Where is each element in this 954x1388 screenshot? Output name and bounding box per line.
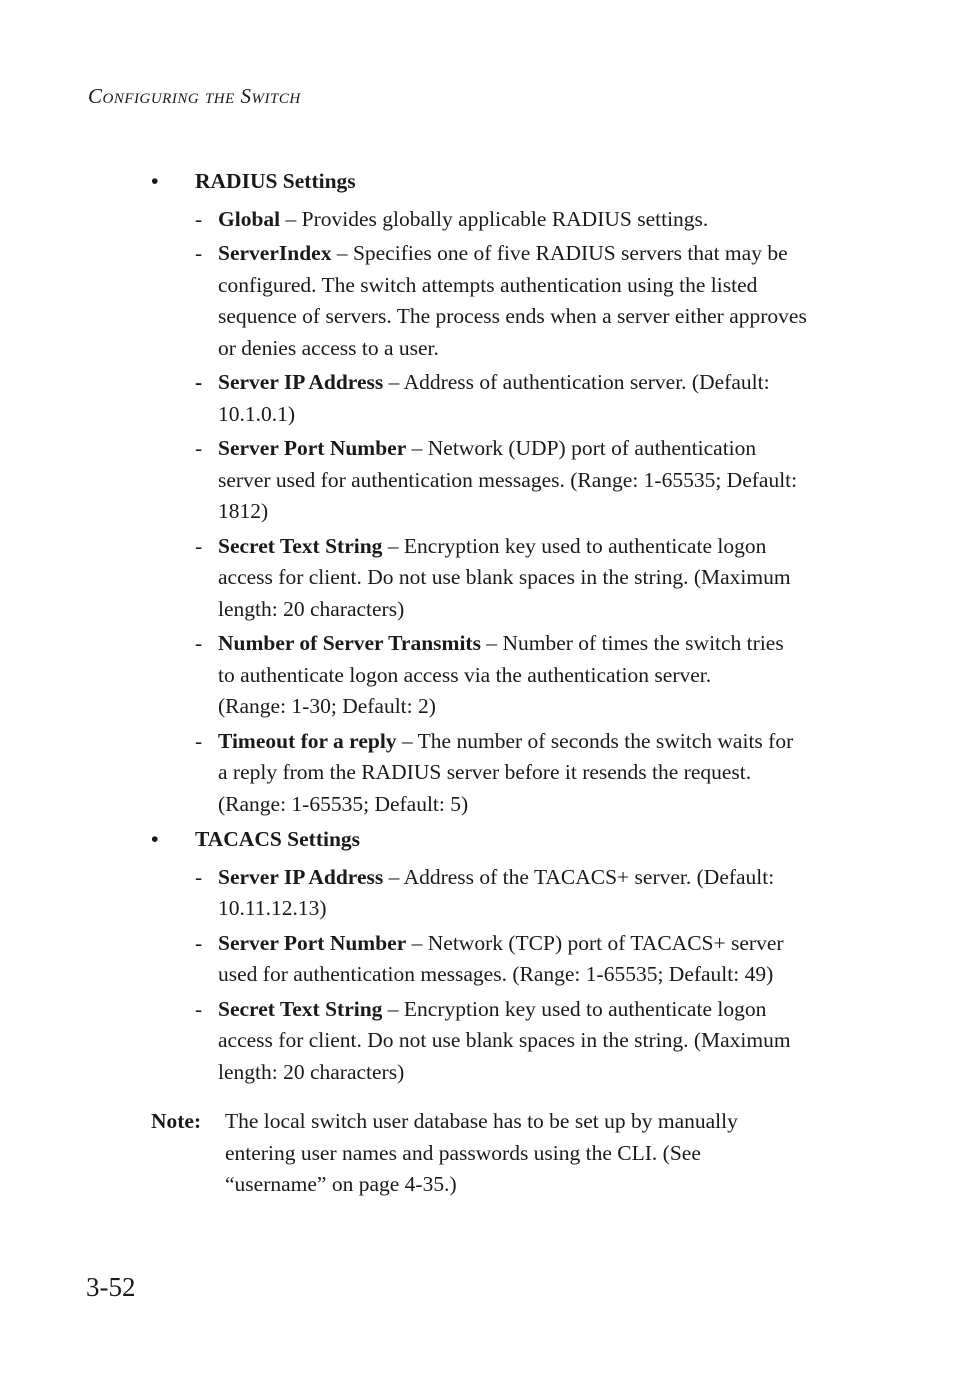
item-desc-line: length: 20 characters) [218,596,405,621]
item-term: Timeout for a reply [218,728,397,753]
item-desc-line: 10.1.0.1) [218,401,296,426]
dash-marker: - [195,728,203,753]
item-desc-line: used for authentication messages. (Range: 1-65535; Default: 49) [218,962,774,986]
running-head: Configuring the Switch [88,84,301,108]
item-term: ServerIndex [218,241,332,265]
item-term: Server Port Number [218,436,407,460]
item-desc-line: – The number of seconds the switch waits for [396,728,794,753]
page-content [151,166,846,1201]
item-desc-line: or denies access to a user. [218,335,439,360]
item-desc-line: (Range: 1-65535; Default: 5) [218,791,469,816]
item-term: Server IP Address [218,370,384,394]
note-line: “username” on page 4-35.) [225,1172,457,1196]
dash-marker: - [195,996,203,1021]
section-title: TACACS Settings [195,827,361,851]
note-label: Note: [151,1109,202,1133]
item-term: Server Port Number [218,930,407,955]
item-desc-line: – Address of authentication server. (Default: [383,370,770,394]
item-desc-line: – Specifies one of five RADIUS servers that may be [331,241,788,265]
item-desc-line: length: 20 characters) [218,1059,405,1084]
dash-marker: - [195,631,203,655]
dash-marker: - [195,370,203,394]
note-line: The local switch user database has to be set up by manually [225,1109,738,1133]
list-item-timeout-for-a-reply [195,726,846,821]
item-desc-line: access for client. Do not use blank spaces in the string. (Maximum [218,565,791,589]
item-desc-line: 1812) [218,499,269,523]
item-term: Server IP Address [218,864,384,889]
item-desc-line: – Address of the TACACS+ server. (Default: [383,864,775,889]
list-item-global [195,204,846,236]
item-term: Secret Text String [218,996,383,1021]
list-item-secret-text-string [195,994,846,1089]
dash-marker: - [195,864,203,889]
item-desc-line: – Network (TCP) port of TACACS+ server [406,930,784,955]
dash-marker: - [195,533,203,558]
list-item-server-index [195,238,846,364]
radius-settings-heading [151,166,846,198]
list-item-number-of-server-transmits [195,628,846,723]
list-item-secret-text-string [195,531,846,626]
page-number: 3-52 [86,1272,136,1302]
section-title: RADIUS Settings [195,169,356,193]
note-block [151,1106,846,1201]
item-desc-line: – Encryption key used to authenticate logon [382,996,767,1021]
tacacs-settings-list [195,862,846,1089]
item-desc-line: – Encryption key used to authenticate logon [382,533,767,558]
bullet-icon: • [151,169,159,193]
item-term: Global [218,206,281,231]
dash-marker: - [195,206,203,231]
list-item-server-ip-address [195,862,846,925]
dash-marker: - [195,241,203,265]
list-item-server-port-number [195,433,846,528]
bullet-icon: • [151,827,159,851]
item-desc-line: – Provides globally applicable RADIUS settings. [280,206,709,231]
item-desc-line: to authenticate logon access via the authentication server. [218,662,712,687]
dash-marker: - [195,436,203,460]
item-desc-line: server used for authentication messages. (Range: 1-65535; Default: [218,467,798,492]
item-desc-line: 10.11.12.13) [218,896,327,920]
item-term: Secret Text String [218,533,383,558]
item-desc-line: configured. The switch attempts authentication using the listed [218,272,758,297]
note-text [225,1106,846,1201]
item-desc-line: sequence of servers. The process ends when a server either approves [218,304,807,328]
item-desc-line: – Network (UDP) port of authentication [406,436,757,460]
list-item-server-ip-address [195,367,846,430]
item-desc-line: (Range: 1-30; Default: 2) [218,694,436,718]
item-desc-line: access for client. Do not use blank spaces in the string. (Maximum [218,1028,791,1052]
dash-marker: - [195,930,203,955]
radius-settings-list [195,204,846,821]
tacacs-settings-heading [151,824,846,856]
list-item-server-port-number [195,928,846,991]
item-term: Number of Server Transmits [218,631,481,655]
item-desc-line: – Number of times the switch tries [480,631,784,655]
item-desc-line: a reply from the RADIUS server before it resends the request. [218,760,752,784]
note-line: entering user names and passwords using the CLI. (See [225,1140,701,1165]
